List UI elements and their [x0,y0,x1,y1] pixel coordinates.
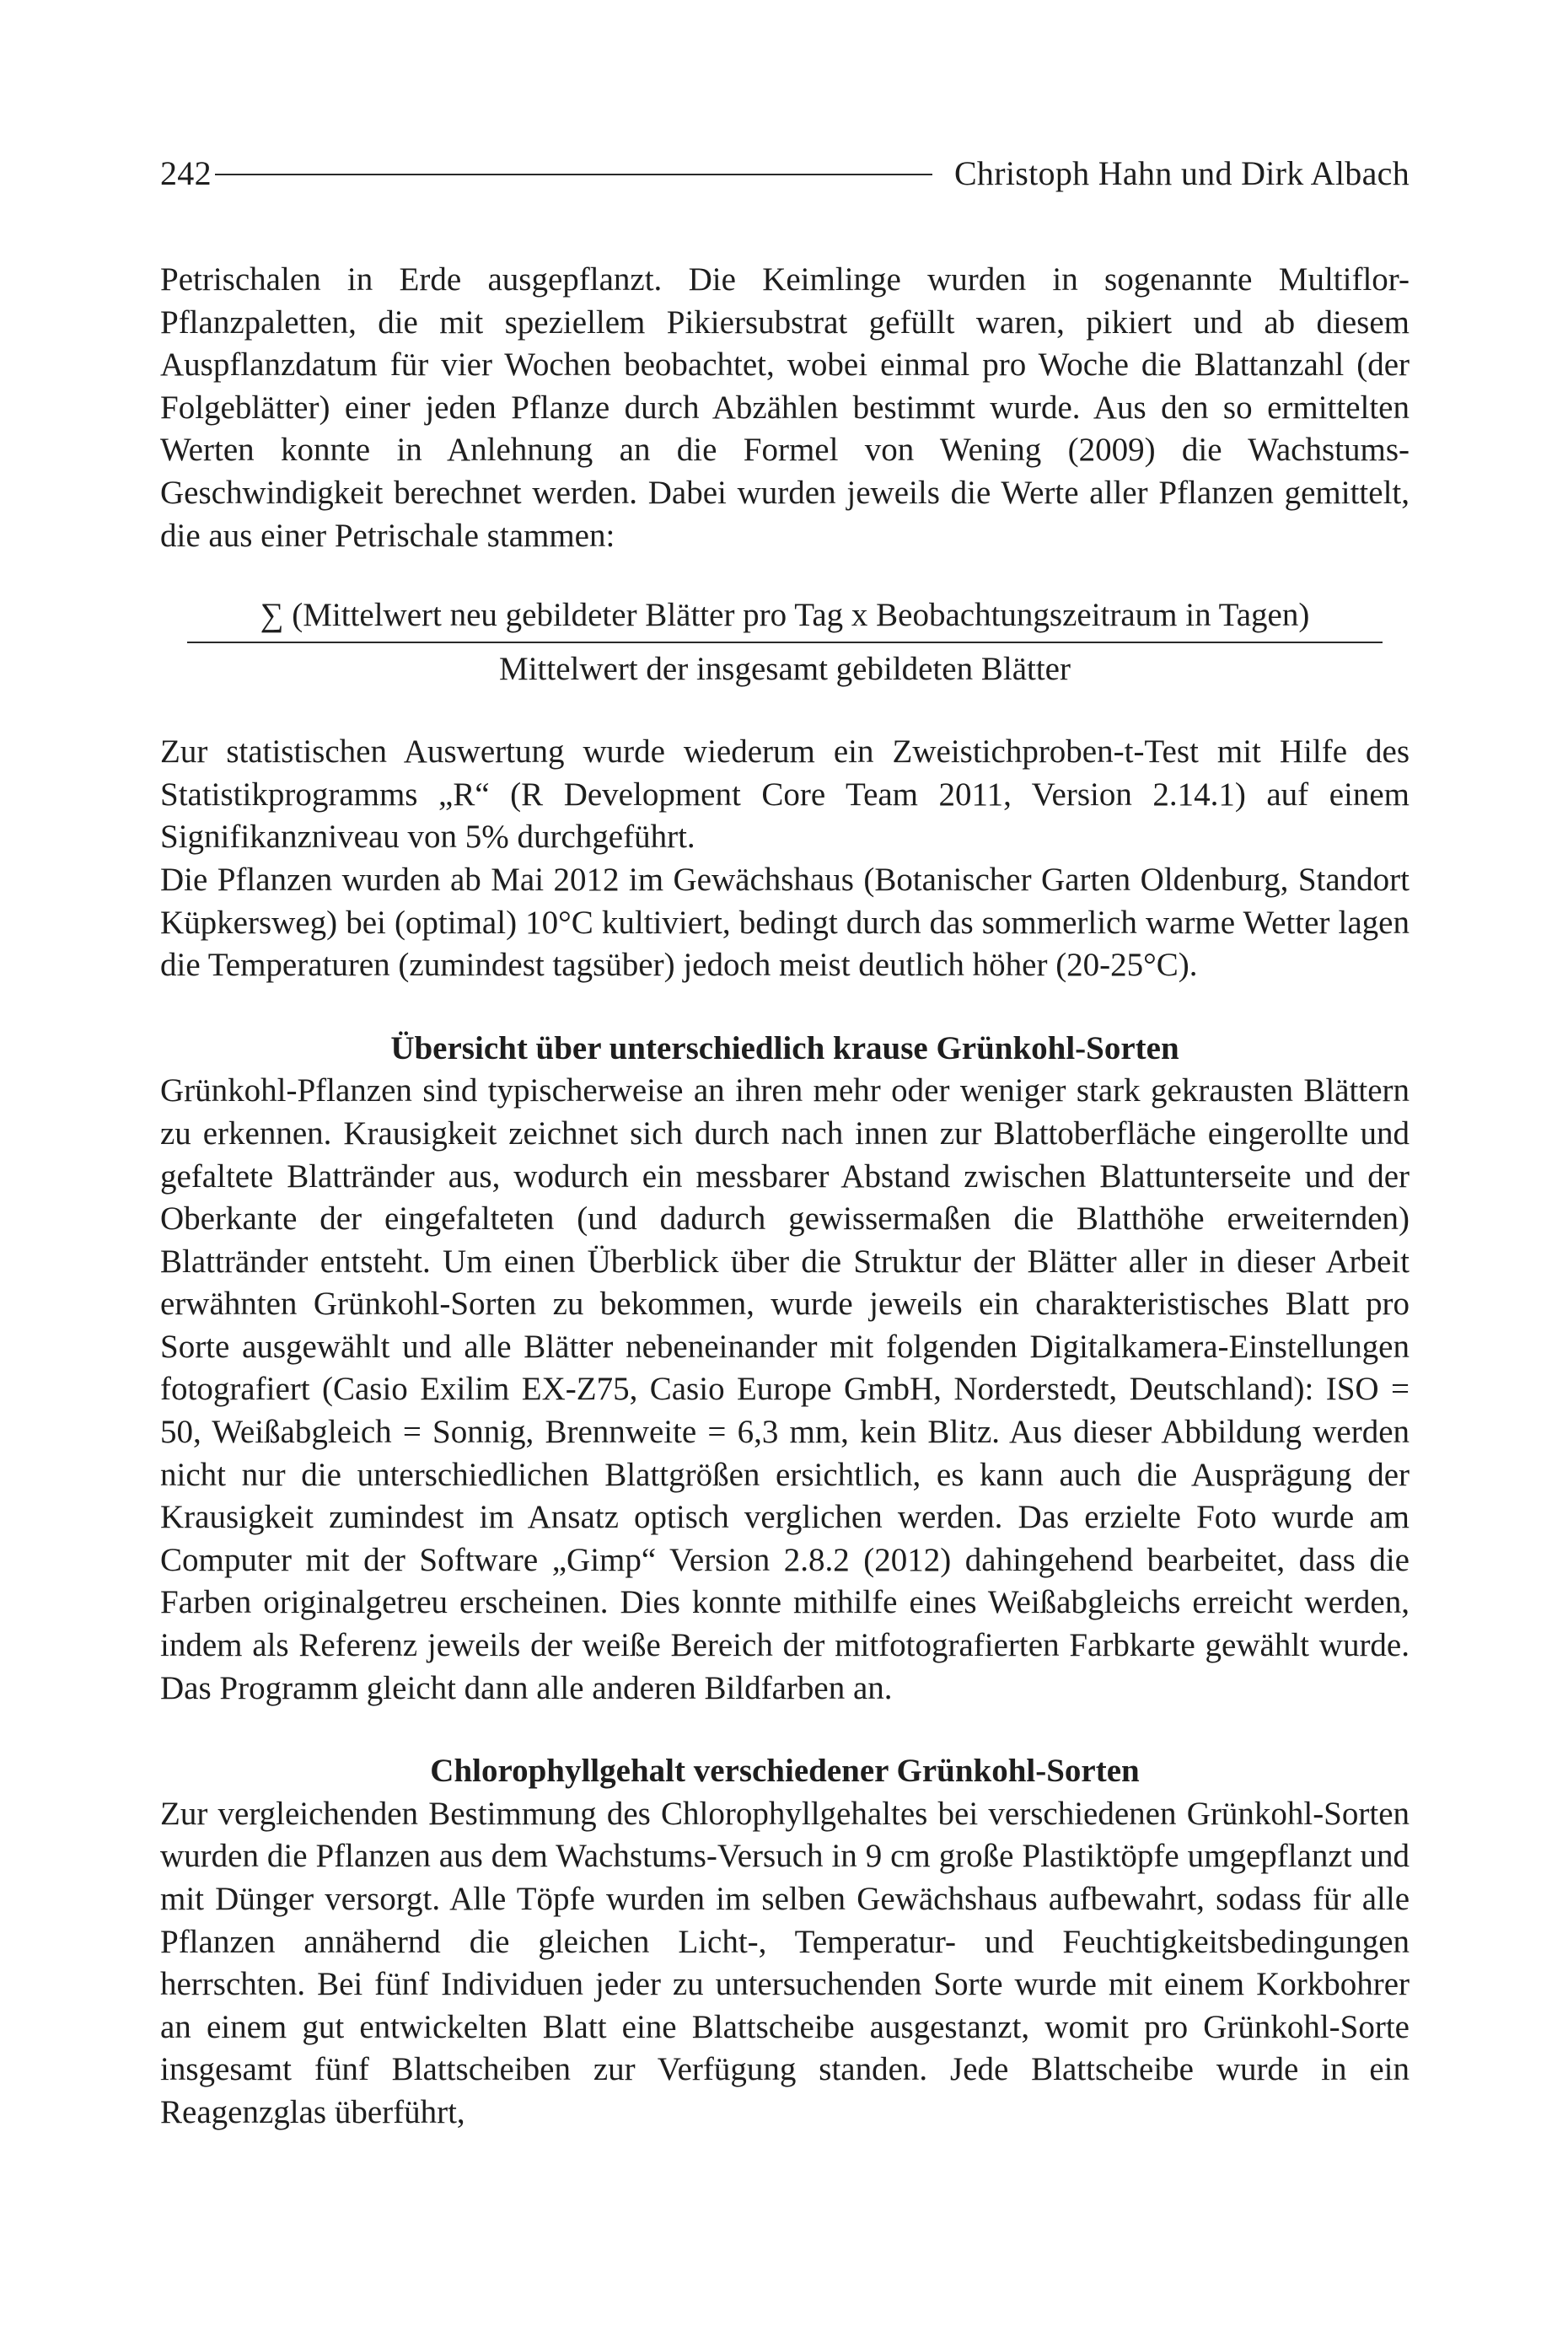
paragraph-greenhouse: Die Pflanzen wurden ab Mai 2012 im Gewächshaus (Botanischer Garten Oldenburg, Standort Küpkersweg) bei (optimal) 10°C kultiviert, bedingt durch das sommerlich warme Wetter lagen die Temperaturen (zumindest tagsüber) jedoch meist deutlich höher (20-25°C). [160,861,1410,984]
running-head-authors: Christoph Hahn und Dirk Albach [953,153,1410,192]
growth-rate-formula [187,594,1383,690]
section-heading-curliness: Übersicht über unterschiedlich krause Grünkohl-Sorten [390,1029,1179,1066]
page [160,139,1410,2135]
paragraph-statistics: Zur statistischen Auswertung wurde wiederum ein Zweistichproben-t-Test mit Hilfe des Statistikprogramms „R“ (R Development Core Team 2011, Version 2.14.1) auf einem Signifikanzniveau von 5% durchgeführt. [160,733,1410,856]
paragraph-curliness: Grünkohl-Pflanzen sind typischerweise an ihren mehr oder weniger stark gekrausten Blättern zu erkennen. Krausigkeit zeichnet sich durch nach innen zur Blattoberfläche eingerollte und gefaltete Blattränder aus, wodurch ein messbarer Abstand zwischen Blattunterseite und der Oberkante der eingefalteten (und dadurch gewissermaßen die Blatthöhe erweiternden) Blattränder entsteht. Um einen Überblick über die Struktur der Blätter aller in dieser Arbeit erwähnten Grünkohl-Sorten zu bekommen, wurde jeweils ein charakteristisches Blatt pro Sorte ausgewählt und alle Blätter nebeneinander mit folgenden Digitalkamera-Einstellungen fotografiert (Casio Exilim EX-Z75, Casio Europe GmbH, Norderstedt, Deutschland): ISO = 50, Weißabgleich = Sonnig, Brennweite = 6,3 mm, kein Blitz. Aus dieser Abbildung werden nicht nur die unterschiedlichen Blattgrößen ersichtlich, es kann auch die Ausprägung der Krausigkeit zumindest im Ansatz optisch verglichen werden. Das erzielte Foto wurde am Computer mit der Software „Gimp“ Version 2.8.2 (2012) dahingehend bearbeitet, dass die Farben originalgetreu erscheinen. Dies konnte mithilfe eines Weißabgleichs erreicht werden, indem als Referenz jeweils der weiße Bereich der mitfotografierten Farbkarte gewählt wurde. Das Programm gleicht dann alle anderen Bildfarben an. [160,1072,1410,1706]
main-text [160,259,1410,2135]
page-number: 242 [160,153,212,192]
paragraph-growth-method: Petrischalen in Erde ausgepflanzt. Die Keimlinge wurden in sogenannte Multiflor-Pflanzpaletten, die mit speziellem Pikiersubstrat gefüllt waren, pikiert und ab diesem Auspflanzdatum für vier Wochen beobachtet, wobei einmal pro Woche die Blattanzahl (der Folgeblätter) einer jeden Pflanze durch Abzählen bestimmt wurde. Aus den so ermittelten Werten konnte in Anlehnung an die Formel von Wening (2009) die Wachstums-Geschwindigkeit berechnet werden. Dabei wurden jeweils die Werte aller Pflanzen gemittelt, die aus einer Petrischale stammen: [160,261,1410,554]
running-head [160,139,1410,207]
header-rule [215,174,932,175]
paragraph-chlorophyll: Zur vergleichenden Bestimmung des Chlorophyllgehaltes bei verschiedenen Grünkohl-Sorten wurden die Pflanzen aus dem Wachstums-Versuch in 9 cm große Plastiktöpfe umgepflanzt und mit Dünger versorgt. Alle Töpfe wurden im selben Gewächshaus aufbewahrt, sodass für alle Pflanzen annähernd die gleichen Licht-, Temperatur- und Feuchtigkeitsbedingungen herrschten. Bei fünf Individuen jeder zu untersuchenden Sorte wurde mit einem Korkbohrer an einem gut entwickelten Blatt eine Blattscheibe ausgestanzt, womit pro Grünkohl-Sorte insgesamt fünf Blattscheiben zur Verfügung standen. Jede Blattscheibe wurde in ein Reagenzglas überführt, [160,1795,1410,2130]
section-heading-chlorophyll: Chlorophyllgehalt verschiedener Grünkohl-Sorten [430,1753,1140,1790]
formula-denominator: Mittelwert der insgesamt gebildeten Blätter [499,651,1071,688]
formula-numerator: ∑ (Mittelwert neu gebildeter Blätter pro Tag x Beobachtungszeitraum in Tagen) [187,594,1383,643]
